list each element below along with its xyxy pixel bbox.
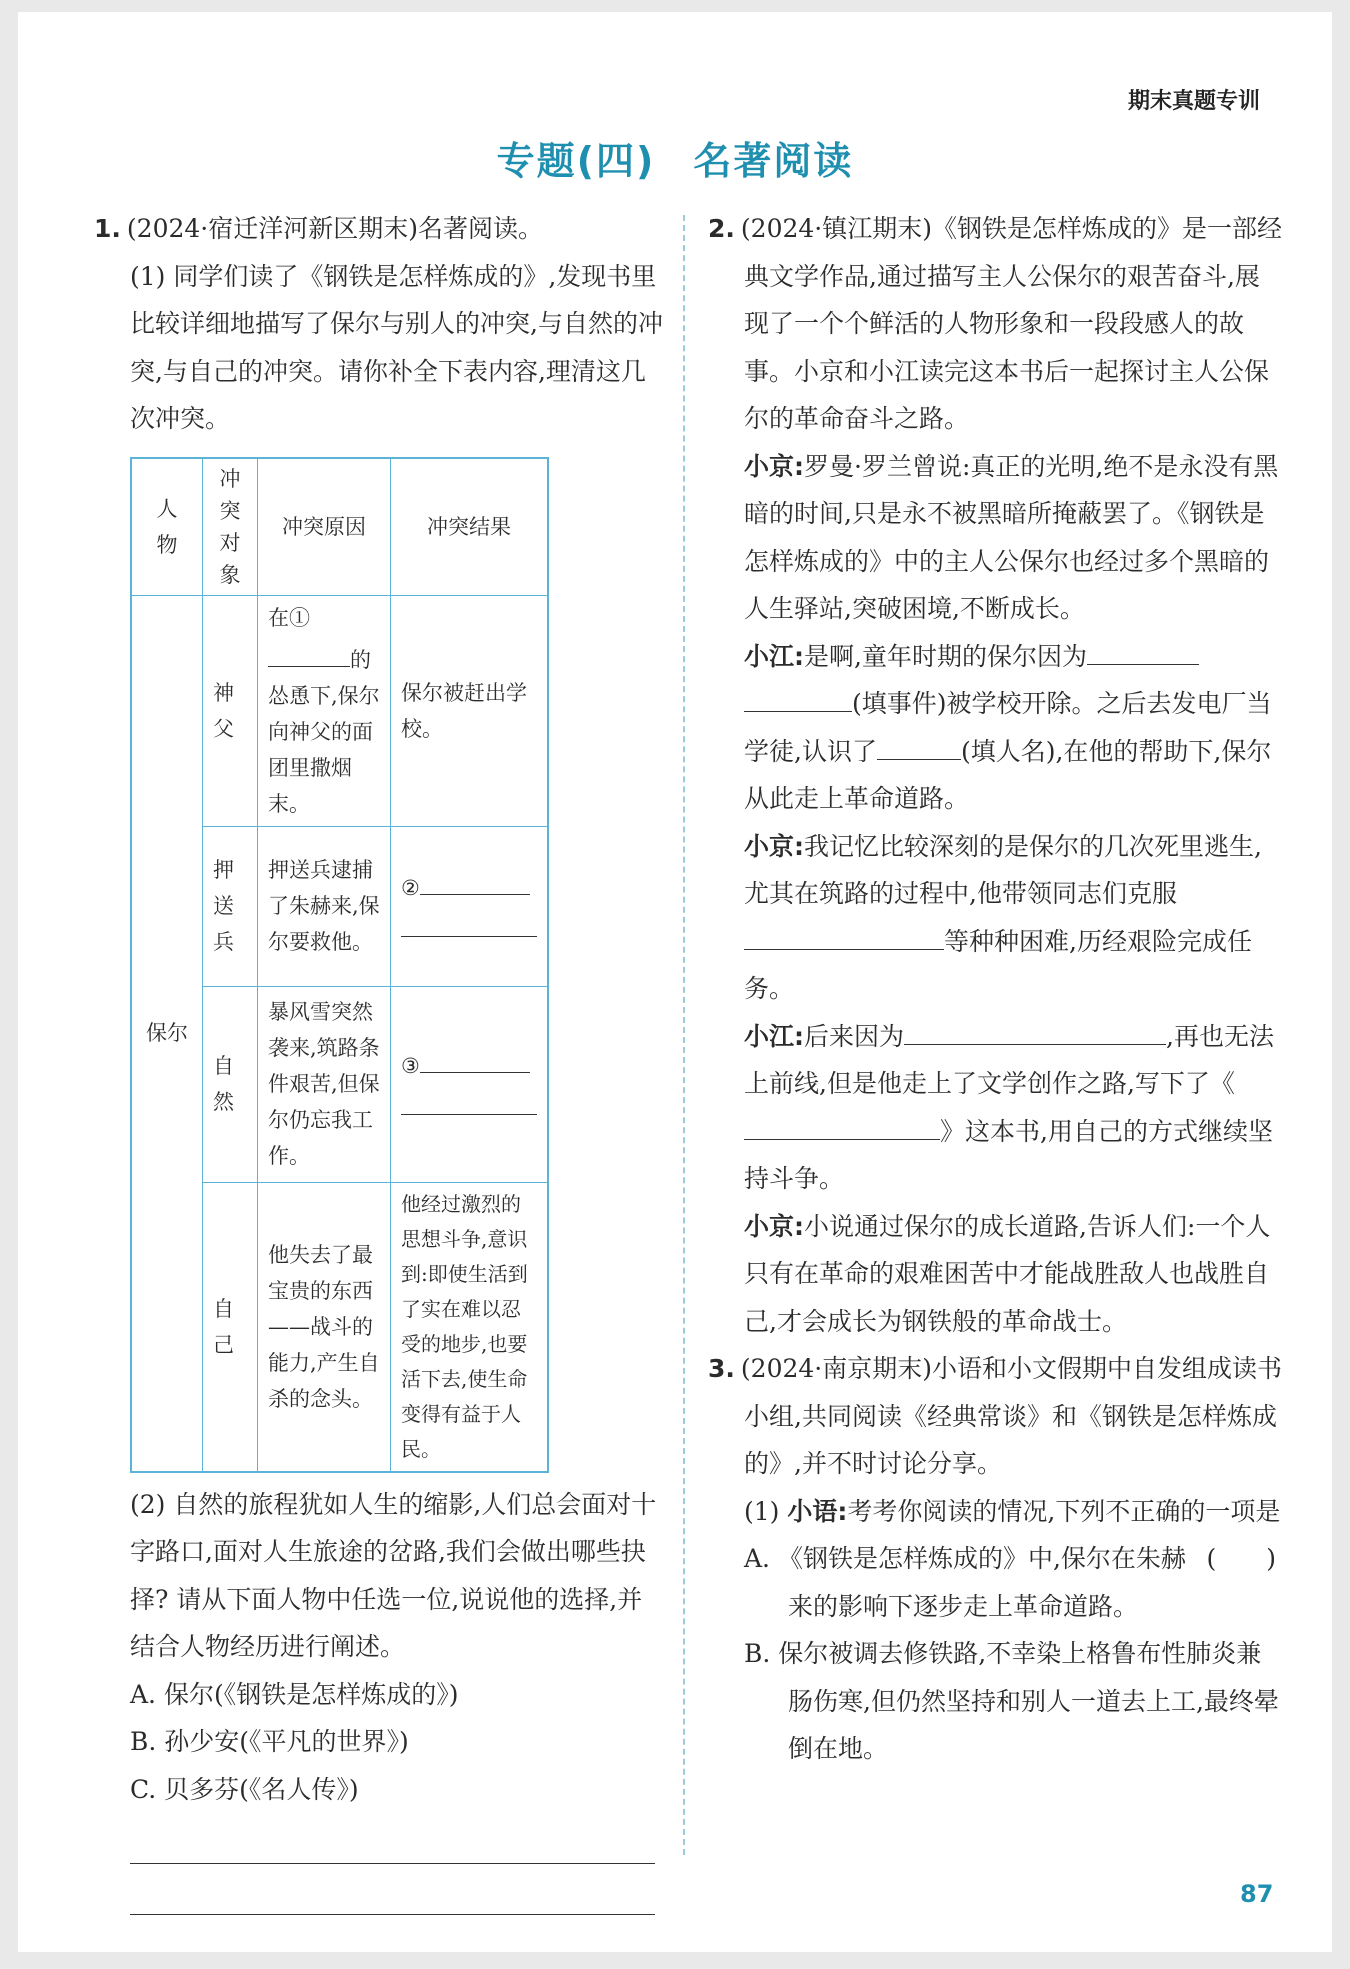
q3-option-b: B. 保尔被调去修铁路,不幸染上格鲁布性肺炎兼肠伤寒,但仍然坚持和别人一道去上工,最终晕倒在地。 bbox=[744, 1639, 1279, 1763]
left-column bbox=[94, 205, 664, 1915]
object-cell: 神父 bbox=[203, 595, 258, 826]
q3-number: 3. bbox=[708, 1354, 735, 1383]
cause-cell: 押送兵逮捕了朱赫来,保尔要救他。 bbox=[258, 826, 391, 986]
blank-3b[interactable] bbox=[401, 1084, 537, 1115]
th-person: 人 物 bbox=[131, 458, 203, 596]
cause-cell: 暴风雪突然袭来,筑路条件艰苦,但保尔仍忘我工作。 bbox=[258, 986, 391, 1182]
th-cause: 冲突原因 bbox=[258, 458, 391, 596]
option-a: A. 保尔(《钢铁是怎样炼成的》) bbox=[130, 1679, 459, 1709]
q2-intro-text: (2024·镇江期末)《钢铁是怎样炼成的》是一部经典文学作品,通过描写主人公保尔的艰苦奋斗,展现了一个个鲜活的人物形象和一段段感人的故事。小京和小江读完这本书后一起探讨主人公保尔的革命奋斗之路。 bbox=[740, 214, 1282, 433]
page-number: 87 bbox=[1240, 1880, 1274, 1908]
blank-event[interactable] bbox=[1087, 634, 1199, 665]
blank-name[interactable] bbox=[877, 729, 961, 760]
speaker-label: 小京: bbox=[744, 451, 804, 481]
blank-1[interactable] bbox=[268, 636, 350, 667]
option-b: B. 孙少安(《平凡的世界》) bbox=[130, 1727, 409, 1756]
cause-cell: 他失去了最宝贵的东西——战斗的能力,产生自杀的念头。 bbox=[258, 1182, 391, 1472]
blank-event-2[interactable] bbox=[744, 681, 852, 712]
section-header: 期末真题专训 bbox=[1128, 89, 1261, 114]
blank-difficulties[interactable] bbox=[744, 919, 944, 950]
dialogue-4: 小江:后来因为 ,再也无法上前线,但是他走上了文学创作之路,写下了《》这本书,用自己的方式继续坚持斗争。 bbox=[708, 1013, 1282, 1203]
result-cell: ③ bbox=[391, 986, 549, 1182]
blank-3[interactable] bbox=[420, 1042, 530, 1073]
q3-intro bbox=[708, 1345, 1282, 1488]
q2-intro bbox=[708, 205, 1282, 443]
cause-cell: 在①的怂恿下,保尔向神父的面团里撒烟末。 bbox=[258, 595, 391, 826]
q1-intro-text: (2024·宿迁洋河新区期末)名著阅读。 bbox=[126, 214, 543, 243]
blank-reason[interactable] bbox=[904, 1014, 1166, 1045]
table-header-row bbox=[131, 458, 548, 596]
result-cell: 保尔被赶出学校。 bbox=[391, 595, 549, 826]
speaker-label: 小京: bbox=[744, 831, 804, 861]
conflict-table bbox=[130, 457, 549, 1473]
q3-intro-text: (2024·南京期末)小语和小文假期中自发组成读书小组,共同阅读《经典常谈》和《钢铁是怎样炼成的》,并不时讨论分享。 bbox=[740, 1354, 1282, 1478]
page-title bbox=[0, 130, 1350, 185]
q1-sub1: (1) 同学们读了《钢铁是怎样炼成的》,发现书里比较详细地描写了保尔与别人的冲突,与自然的冲突,与自己的冲突。请你补全下表内容,理清这几次冲突。 bbox=[130, 261, 663, 433]
speaker-label: 小江: bbox=[744, 1021, 804, 1051]
dialogue-3: 小京:我记忆比较深刻的是保尔的几次死里逃生,尤其在筑路的过程中,他带领同志们克服等种种困难,历经艰险完成任务。 bbox=[744, 831, 1262, 1003]
result-cell: 他经过激烈的思想斗争,意识到:即使生活到了实在难以忍受的地步,也要活下去,使生命变得有益于人民。 bbox=[391, 1182, 549, 1472]
q1-intro bbox=[94, 205, 664, 253]
th-object: 冲突对象 bbox=[203, 458, 258, 596]
answer-line-1[interactable] bbox=[130, 1813, 655, 1864]
blank-2[interactable] bbox=[420, 864, 530, 895]
dialogue-5: 小京:小说通过保尔的成长道路,告诉人们:一个人只有在革命的艰难困苦中才能战胜敌人也战胜自己,才会成长为钢铁般的革命战士。 bbox=[744, 1211, 1271, 1336]
dialogue-2: 小江:是啊,童年时期的保尔因为(填事件)被学校开除。之后去发电厂当学徒,认识了 (填人名),在他的帮助下,保尔从此走上革命道路。 bbox=[708, 633, 1282, 823]
person-cell: 保尔 bbox=[131, 595, 203, 1472]
speaker-label: 小京: bbox=[744, 1211, 804, 1241]
option-c: C. 贝多芬(《名人传》) bbox=[130, 1774, 359, 1804]
column-divider bbox=[683, 215, 685, 1855]
table-row bbox=[131, 595, 548, 826]
result-cell: ② bbox=[391, 826, 549, 986]
q3-option-a: A. 《钢铁是怎样炼成的》中,保尔在朱赫来的影响下逐步走上革命道路。 bbox=[744, 1544, 1186, 1621]
q2-number: 2. bbox=[708, 214, 735, 243]
q1-sub2: (2) 自然的旅程犹如人生的缩影,人们总会面对十字路口,面对人生旅途的岔路,我们会做出哪些抉择? 请从下面人物中任选一位,说说他的选择,并结合人物经历进行阐述。 bbox=[130, 1489, 657, 1661]
object-cell: 押送兵 bbox=[203, 826, 258, 986]
object-cell: 自然 bbox=[203, 986, 258, 1182]
answer-line-2[interactable] bbox=[130, 1864, 655, 1915]
object-cell: 自己 bbox=[203, 1182, 258, 1472]
q1-number: 1. bbox=[94, 214, 121, 243]
th-result: 冲突结果 bbox=[391, 458, 549, 596]
speaker-label: 小语: bbox=[787, 1496, 848, 1526]
q3-sub1: (1) 小语:考考你阅读的情况,下列不正确的一项是 ( ) bbox=[708, 1488, 1282, 1536]
title-part1: 专题(四) bbox=[496, 139, 656, 183]
blank-book[interactable] bbox=[744, 1109, 940, 1140]
title-part2: 名著阅读 bbox=[693, 139, 854, 183]
dialogue-1: 小京:罗曼·罗兰曾说:真正的光明,绝不是永没有黑暗的时间,只是永不被黑暗所掩蔽罢了。《钢铁是怎样炼成的》中的主人公保尔也经过多个黑暗的人生驿站,突破困境,不断成长。 bbox=[744, 451, 1279, 623]
blank-2b[interactable] bbox=[401, 906, 537, 937]
speaker-label: 小江: bbox=[744, 641, 804, 671]
answer-paren[interactable]: ( ) bbox=[1206, 1544, 1276, 1573]
right-column bbox=[708, 205, 1282, 1773]
